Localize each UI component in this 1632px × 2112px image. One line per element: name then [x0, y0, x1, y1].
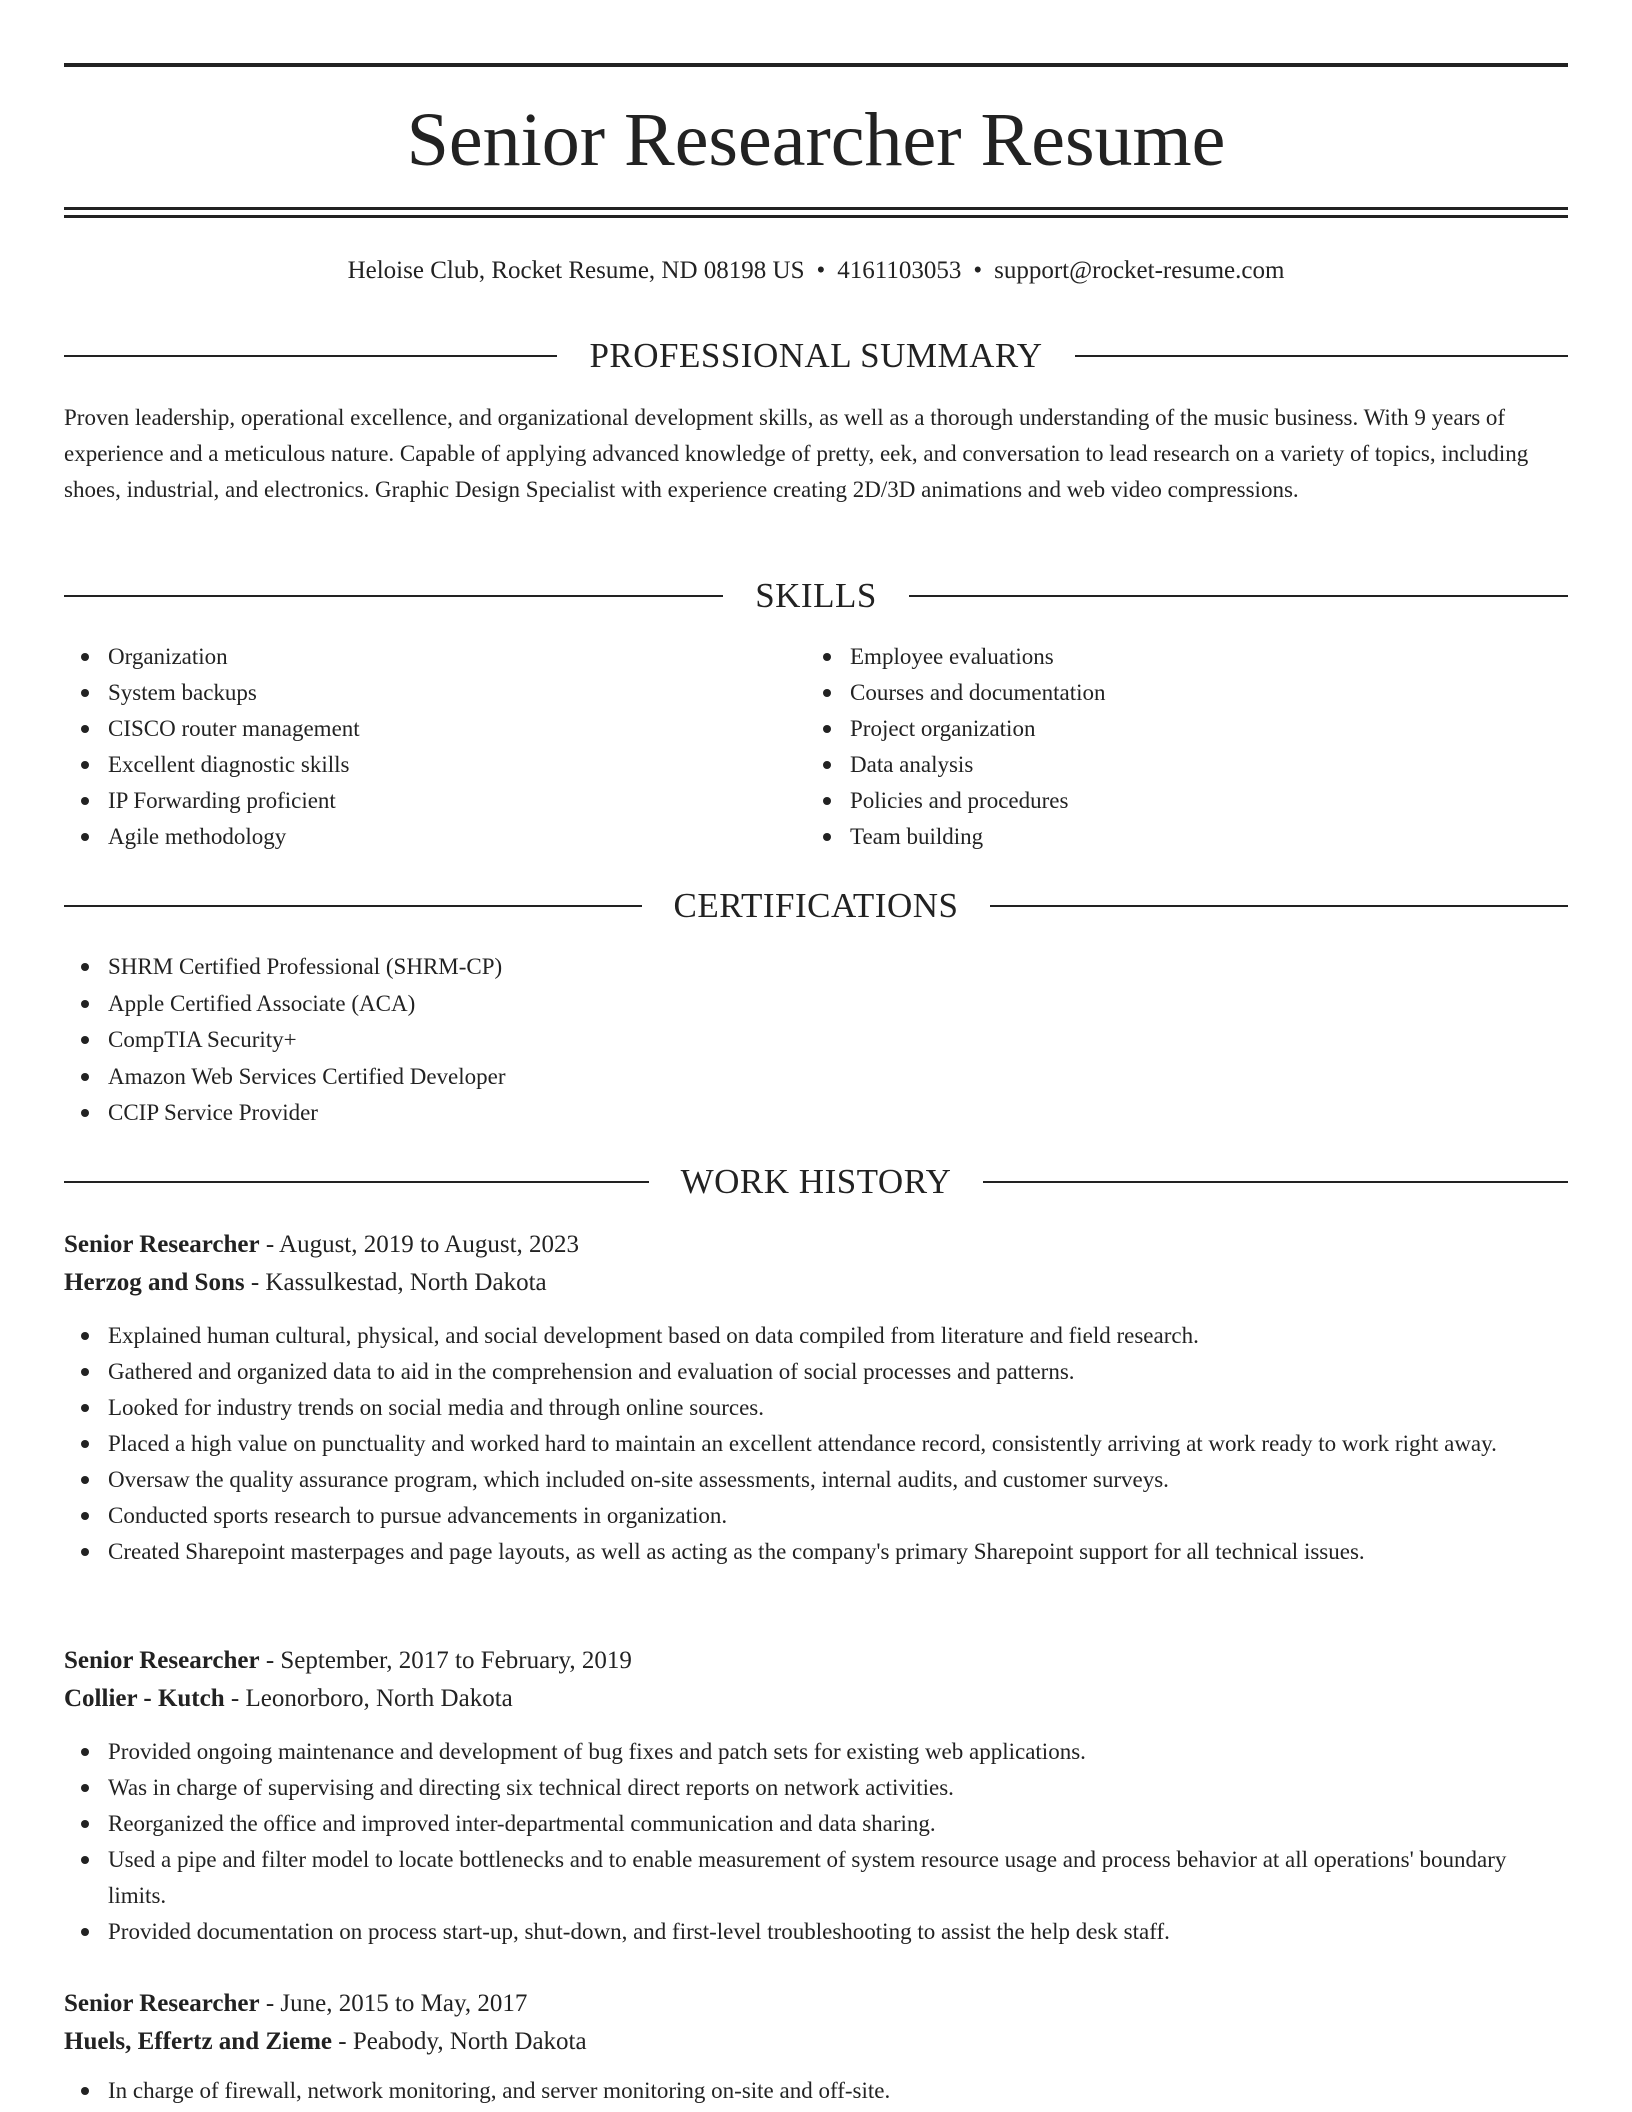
skill-item: Team building — [806, 819, 1506, 855]
job-bullet: Oversaw the quality assurance program, which included on-site assessments, internal audits, and customer surveys. — [64, 1462, 1568, 1498]
job-bullets — [64, 1734, 1568, 1950]
skill-item: Organization — [64, 639, 764, 675]
section-heading-skills — [64, 572, 1568, 620]
section-title-certifications: CERTIFICATIONS — [673, 886, 959, 925]
job-bullet: Looked for industry trends on social media and through online sources. — [64, 1390, 1568, 1426]
contact-separator: • — [973, 257, 983, 284]
title-double-rule — [64, 207, 1568, 218]
divider — [64, 1181, 649, 1183]
job-title-line — [64, 1226, 1568, 1264]
skill-item: IP Forwarding proficient — [64, 783, 764, 819]
skill-item: System backups — [64, 675, 764, 711]
top-rule — [64, 63, 1568, 67]
divider — [990, 905, 1568, 907]
contact-email: support@rocket-resume.com — [994, 257, 1285, 284]
job-location: - Peabody, North Dakota — [338, 2028, 587, 2055]
divider — [64, 355, 557, 357]
resume-title: Senior Researcher Resume — [406, 98, 1226, 182]
job-location: - Kassulkestad, North Dakota — [250, 1269, 547, 1296]
job-bullet: Reorganized the office and improved inter-departmental communication and data sharing. — [64, 1806, 1568, 1842]
summary-paragraph: Proven leadership, operational excellence, and organizational development skills, as well as a thorough understanding of the music business. With 9 years of experience and a meticulous nature. Capable of applying advanced knowledge of pretty, eek, and conversation to lead research on a variety of topics, including shoes, industrial, and electronics. Graphic Design Specialist with experience creating 2D/3D animations and web video compressions. — [64, 405, 1529, 502]
job-title: Senior Researcher — [64, 1231, 260, 1258]
job-bullet: Gathered and organized data to aid in the comprehension and evaluation of social processes and patterns. — [64, 1354, 1568, 1390]
job-bullet: In charge of firewall, network monitoring, and server monitoring on-site and off-site. — [64, 2073, 1568, 2109]
certifications-list — [64, 949, 1568, 1132]
job-title-line — [64, 1642, 1568, 1680]
job-company: Herzog and Sons — [64, 1269, 245, 1296]
divider — [909, 595, 1568, 597]
section-heading-summary — [64, 332, 1568, 380]
contact-separator: • — [816, 257, 826, 284]
job-bullet: Created Sharepoint masterpages and page layouts, as well as acting as the company's primary Sharepoint support for all technical issues. — [64, 1534, 1568, 1570]
skill-item: Excellent diagnostic skills — [64, 747, 764, 783]
divider — [64, 905, 642, 907]
job-title-line — [64, 1985, 1568, 2023]
job-bullet: Placed a high value on punctuality and worked hard to maintain an excellent attendance record, consistently arriving at work ready to work right away. — [64, 1426, 1568, 1462]
contact-line — [64, 254, 1568, 288]
certification-item: CCIP Service Provider — [64, 1095, 1568, 1132]
job-title: Senior Researcher — [64, 1647, 260, 1674]
certification-item: SHRM Certified Professional (SHRM-CP) — [64, 949, 1568, 986]
skill-item: Agile methodology — [64, 819, 764, 855]
job-company: Collier - Kutch — [64, 1685, 225, 1712]
job-company-line — [64, 1680, 1568, 1718]
section-title-summary: PROFESSIONAL SUMMARY — [589, 336, 1043, 375]
job-company: Huels, Effertz and Zieme — [64, 2028, 333, 2055]
skill-item: Employee evaluations — [806, 639, 1506, 675]
skills-list-right — [806, 639, 1506, 855]
section-title-work-history: WORK HISTORY — [680, 1162, 952, 1201]
section-heading-work-history — [64, 1158, 1568, 1206]
certification-item: Amazon Web Services Certified Developer — [64, 1059, 1568, 1096]
job-dates: - August, 2019 to August, 2023 — [265, 1231, 580, 1258]
job-bullet: Explained human cultural, physical, and social development based on data compiled from literature and field research. — [64, 1318, 1568, 1354]
job-entry — [64, 1642, 1568, 1950]
divider — [983, 1181, 1568, 1183]
contact-address: Heloise Club, Rocket Resume, ND 08198 US — [347, 257, 805, 284]
job-bullet: Conducted sports research to pursue advancements in organization. — [64, 1498, 1568, 1534]
skill-item: Data analysis — [806, 747, 1506, 783]
section-title-skills: SKILLS — [755, 576, 877, 615]
job-dates: - September, 2017 to February, 2019 — [265, 1647, 632, 1674]
job-location: - Leonorboro, North Dakota — [230, 1685, 513, 1712]
skill-item: Project organization — [806, 711, 1506, 747]
job-entry — [64, 1226, 1568, 1570]
certification-item: CompTIA Security+ — [64, 1022, 1568, 1059]
job-dates: - June, 2015 to May, 2017 — [265, 1990, 528, 2017]
job-company-line — [64, 2023, 1568, 2061]
certification-item: Apple Certified Associate (ACA) — [64, 986, 1568, 1023]
job-title: Senior Researcher — [64, 1990, 260, 2017]
job-entry — [64, 1985, 1568, 2109]
job-bullet: Provided ongoing maintenance and development of bug fixes and patch sets for existing web applications. — [64, 1734, 1568, 1770]
skills-list-left — [64, 639, 764, 855]
contact-phone: 4161103053 — [837, 257, 962, 284]
skill-item: Policies and procedures — [806, 783, 1506, 819]
job-bullet: Was in charge of supervising and directing six technical direct reports on network activities. — [64, 1770, 1568, 1806]
job-bullet: Used a pipe and filter model to locate bottlenecks and to enable measurement of system resource usage and process behavior at all operations' boundary limits. — [64, 1842, 1568, 1914]
section-heading-certifications — [64, 882, 1568, 930]
divider — [1075, 355, 1568, 357]
job-bullets — [64, 1318, 1568, 1570]
job-bullet: Provided documentation on process start-up, shut-down, and first-level troubleshooting to assist the help desk staff. — [64, 1914, 1568, 1950]
job-company-line — [64, 1264, 1568, 1302]
divider — [64, 595, 723, 597]
skill-item: CISCO router management — [64, 711, 764, 747]
skill-item: Courses and documentation — [806, 675, 1506, 711]
job-bullets — [64, 2073, 1568, 2109]
